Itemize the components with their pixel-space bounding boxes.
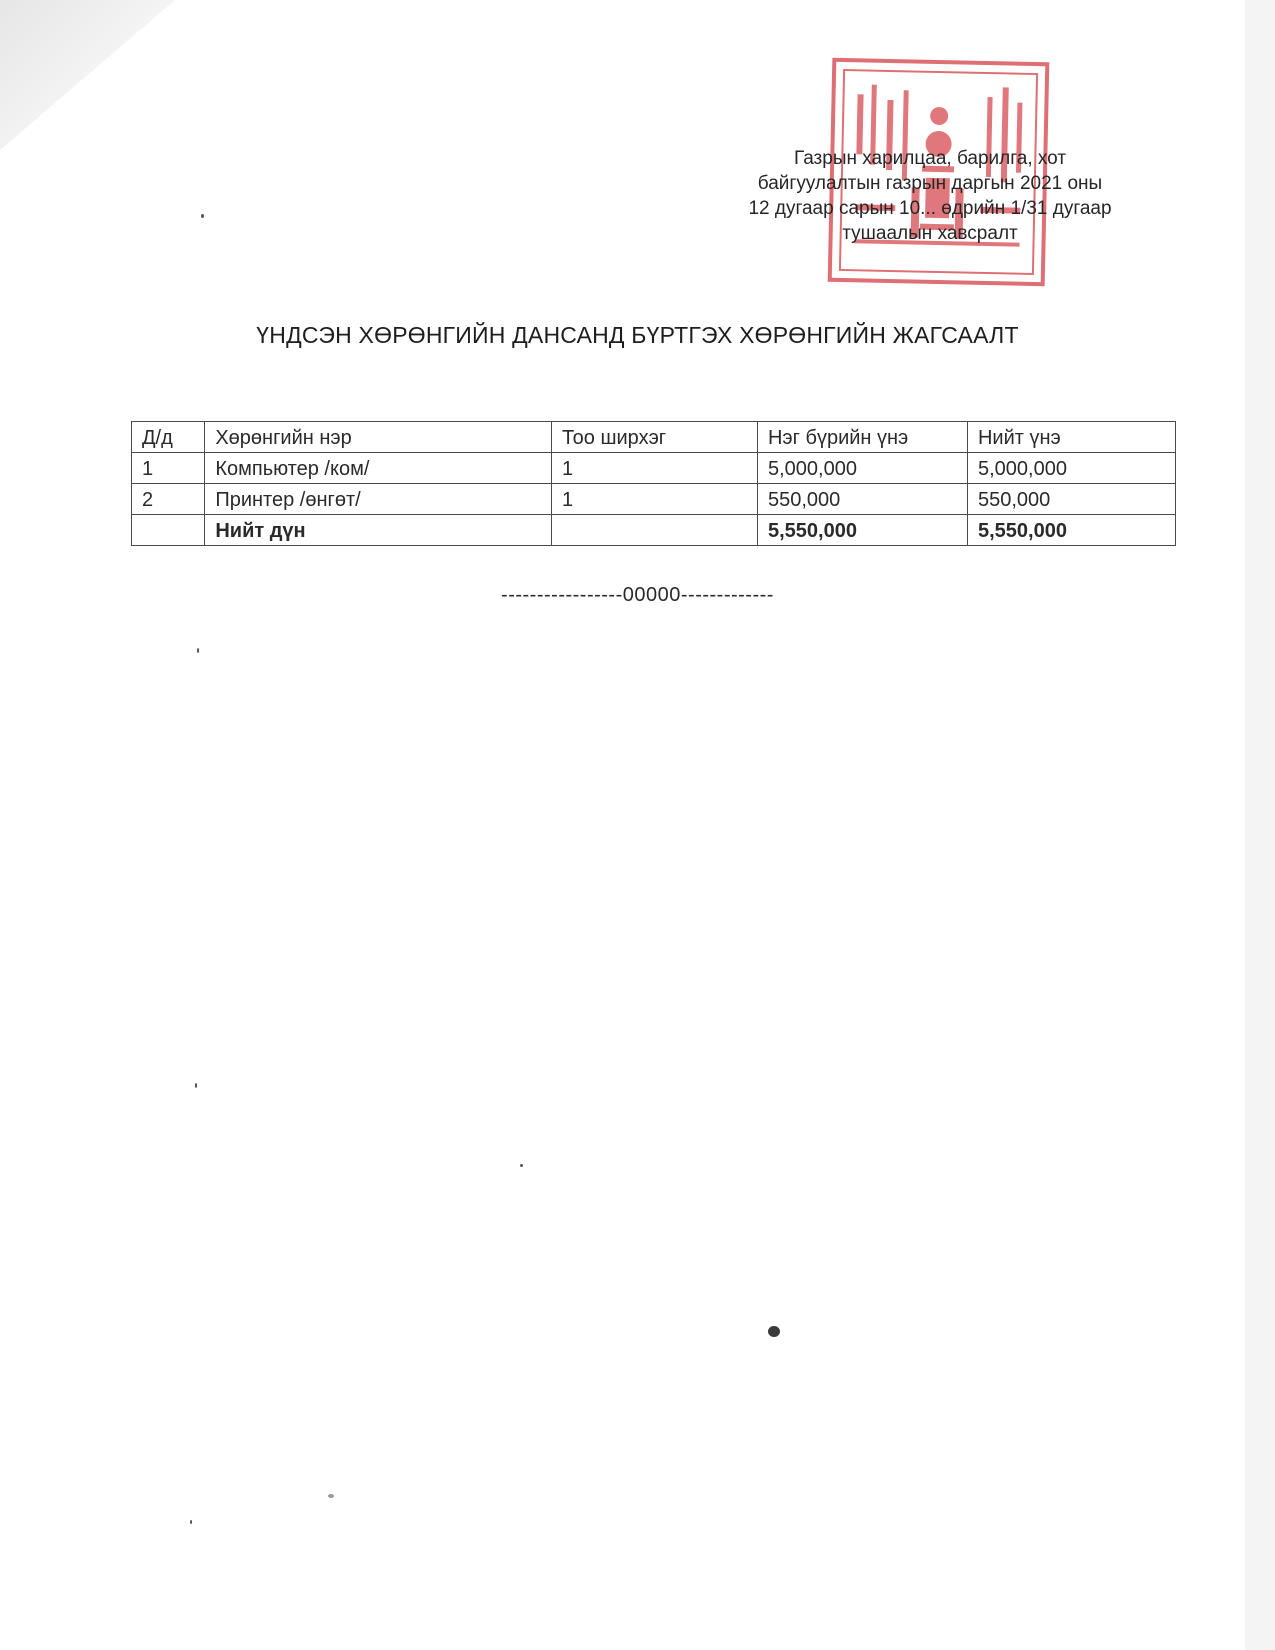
asset-list-table <box>131 421 1176 546</box>
row-unit-price: 5,000,000 <box>757 453 967 484</box>
header-quantity: Тоо ширхэг <box>552 422 758 453</box>
scan-speck <box>768 1326 780 1337</box>
scan-speck <box>190 1520 192 1524</box>
document-title: ҮНДСЭН ХӨРӨНГИЙН ДАНСАНД БҮРТГЭХ ХӨРӨНГИЙН ЖАГСААЛТ <box>256 322 1019 348</box>
table-row <box>132 484 1176 515</box>
appendix-note-line-3: 12 дугаар сарын 10... өдрийн 1/31 дугаар <box>748 198 1112 219</box>
row-unit-price: 550,000 <box>757 484 967 515</box>
row-total-price: 5,000,000 <box>967 453 1175 484</box>
table-total-row <box>132 515 1176 546</box>
total-no <box>132 515 205 546</box>
total-unit-price: 5,550,000 <box>757 515 967 546</box>
header-unit-price: Нэг бүрийн үнэ <box>757 422 967 453</box>
scan-speck <box>520 1164 523 1167</box>
header-no: Д/д <box>132 422 205 453</box>
total-quantity <box>552 515 758 546</box>
total-label: Нийт дүн <box>205 515 552 546</box>
row-asset-name: Компьютер /ком/ <box>205 453 552 484</box>
table-header-row <box>132 422 1176 453</box>
header-asset-name: Хөрөнгийн нэр <box>205 422 552 453</box>
row-no: 1 <box>132 453 205 484</box>
row-quantity: 1 <box>552 484 758 515</box>
scan-speck <box>195 1083 197 1088</box>
appendix-note-line-2: байгуулалтын газрын даргын 2021 оны <box>757 173 1103 194</box>
appendix-note-line-4: тушаалын хавсралт <box>842 223 1018 244</box>
scan-speck <box>197 648 199 653</box>
total-sum: 5,550,000 <box>967 515 1175 546</box>
row-no: 2 <box>132 484 205 515</box>
header-total-price: Нийт үнэ <box>967 422 1175 453</box>
row-total-price: 550,000 <box>967 484 1175 515</box>
end-of-document-mark: -----------------00000------------- <box>501 584 774 606</box>
appendix-note-line-1: Газрын харилцаа, барилга, хот <box>793 148 1067 169</box>
row-quantity: 1 <box>552 453 758 484</box>
scan-speck <box>328 1494 334 1498</box>
row-asset-name: Принтер /өнгөт/ <box>205 484 552 515</box>
appendix-note <box>720 146 1140 246</box>
table-row <box>132 453 1176 484</box>
scan-speck <box>201 214 204 218</box>
